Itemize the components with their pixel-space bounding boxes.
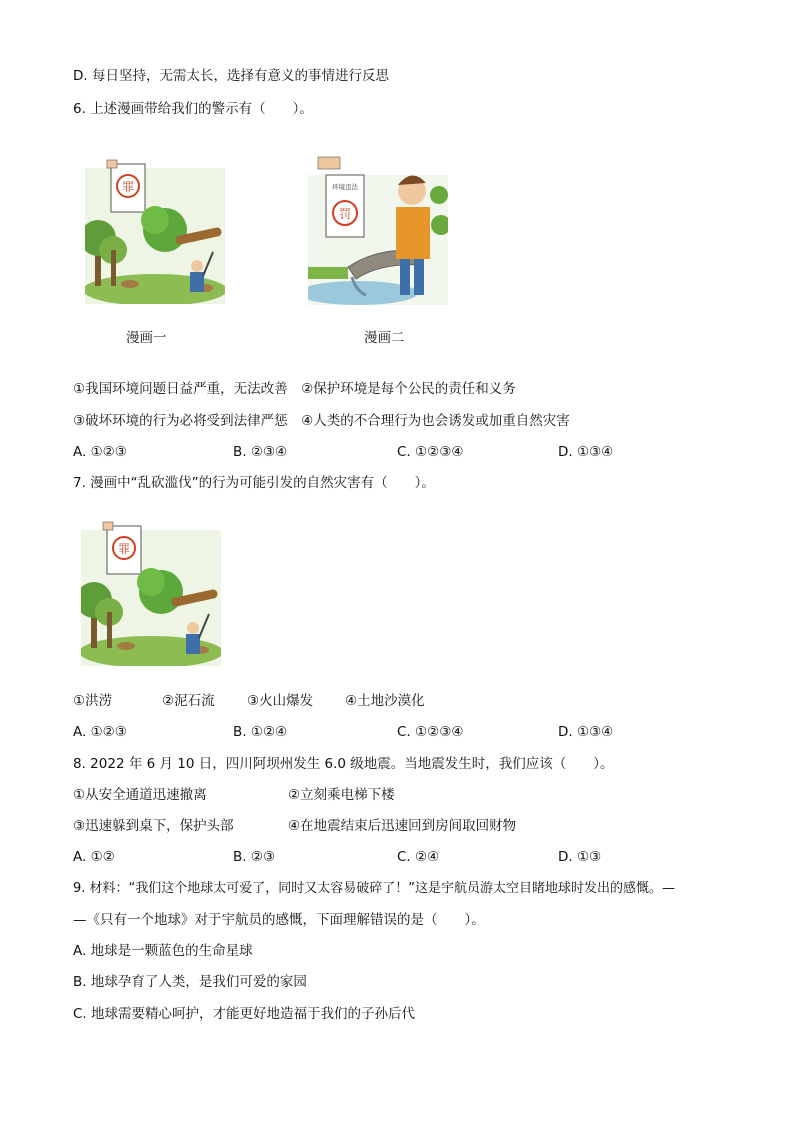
q7-option-a: A. ①②③ — [73, 724, 127, 740]
q7-statement-3: ③火山爆发 — [247, 693, 314, 709]
q8-statement-1: ①从安全通道迅速撤离 — [73, 787, 207, 803]
comic-deforestation-image — [85, 158, 225, 304]
q6-option-d: D. ①③④ — [558, 444, 614, 460]
q8-statement-4: ④在地震结束后迅速回到房间取回财物 — [288, 818, 517, 834]
comic1-caption: 漫画一 — [126, 330, 167, 346]
q9-stem-line1: 9. 材料：“我们这个地球太可爱了，同时又太容易破碎了！”这是宇航员游太空目睹地球时发出的感慨。— — [73, 881, 676, 896]
q5-option-d: D. 每日坚持，无需太长，选择有意义的事情进行反思 — [73, 68, 389, 84]
q9-option-a: A. 地球是一颗蓝色的生命星球 — [73, 943, 253, 959]
q9-option-c: C. 地球需要精心呵护，才能更好地造福于我们的子孙后代 — [73, 1006, 416, 1022]
q6-statements-line1: ①我国环境问题日益严重，无法改善 ②保护环境是每个公民的责任和义务 — [73, 381, 516, 397]
q8-statement-2: ②立刻乘电梯下楼 — [288, 787, 395, 803]
q6-option-b: B. ②③④ — [233, 444, 288, 460]
q7-option-d: D. ①③④ — [558, 724, 614, 740]
q8-option-a: A. ①② — [73, 849, 115, 865]
q7-stem: 7. 漫画中“乱砍滥伐”的行为可能引发的自然灾害有（ ）。 — [73, 475, 435, 491]
q7-statement-4: ④土地沙漠化 — [345, 693, 425, 709]
q8-stem: 8. 2022 年 6 月 10 日，四川阿坝州发生 6.0 级地震。当地震发生时，我们应该（ ）。 — [73, 756, 614, 772]
q7-comic-deforestation-image — [81, 520, 221, 666]
q6-option-c: C. ①②③④ — [397, 444, 464, 460]
comic-pollution-image — [308, 155, 448, 305]
q6-statements-line2: ③破坏环境的行为必将受到法律严惩 ④人类的不合理行为也会诱发或加重自然灾害 — [73, 413, 570, 429]
comic2-caption: 漫画二 — [364, 330, 405, 346]
comic1-sign-text: 罪 — [121, 180, 135, 194]
q9-option-b: B. 地球孕育了人类，是我们可爱的家园 — [73, 974, 307, 990]
q7-statement-1: ①洪涝 — [73, 693, 113, 709]
q6-stem: 6. 上述漫画带给我们的警示有（ ）。 — [73, 101, 313, 117]
q7-statement-2: ②泥石流 — [162, 693, 215, 709]
q7-comic-sign-text: 罪 — [117, 542, 131, 556]
q8-statement-3: ③迅速躲到桌下，保护头部 — [73, 818, 234, 834]
q7-option-c: C. ①②③④ — [397, 724, 464, 740]
comic2-sign-title: 环境违法 — [332, 183, 358, 191]
q8-option-d: D. ①③ — [558, 849, 602, 865]
q8-option-c: C. ②④ — [397, 849, 440, 865]
q7-option-b: B. ①②④ — [233, 724, 288, 740]
q9-stem-line2: —《只有一个地球》对于宇航员的感慨，下面理解错误的是（ ）。 — [73, 912, 485, 928]
comic2-sign-text: 罚 — [338, 207, 352, 221]
q6-option-a: A. ①②③ — [73, 444, 127, 460]
q8-option-b: B. ②③ — [233, 849, 276, 865]
